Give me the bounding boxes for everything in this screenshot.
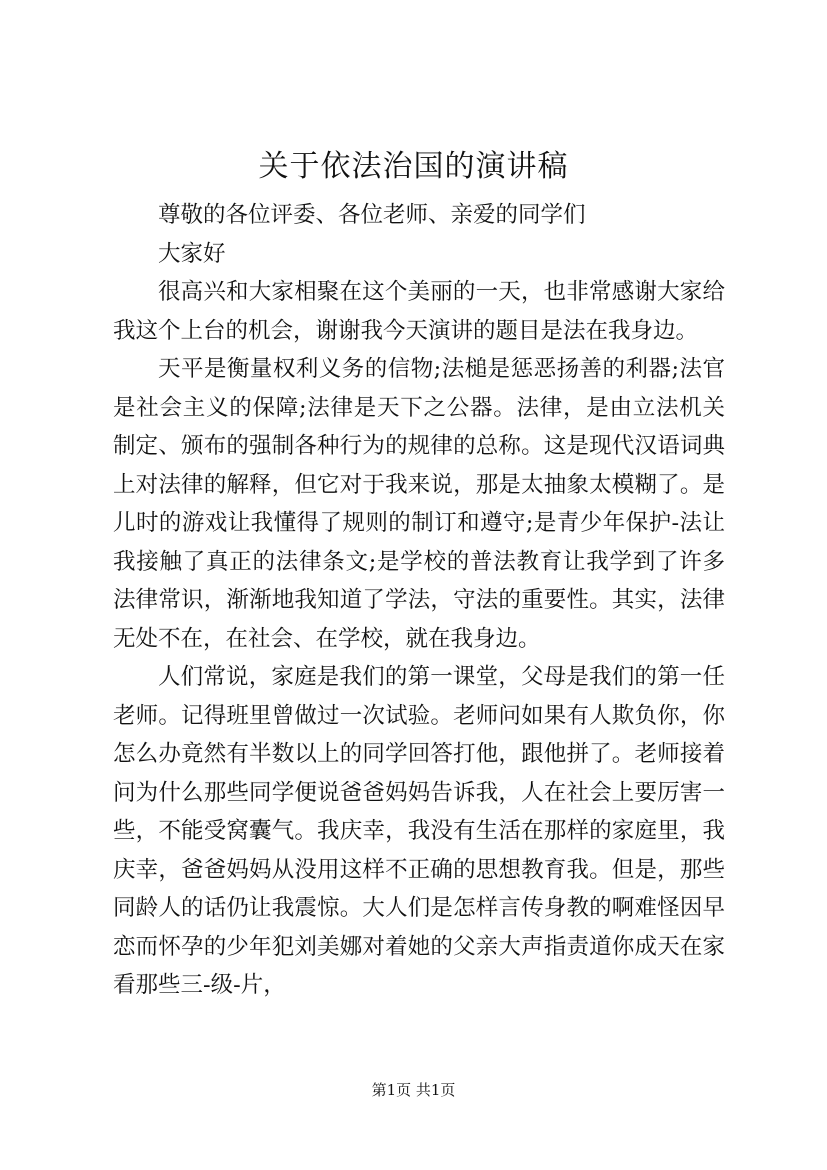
greeting-paragraph: 大家好 xyxy=(158,240,226,267)
salutation-paragraph: 尊敬的各位评委、各位老师、亲爱的同学们 xyxy=(158,202,586,228)
page-footer: 第1页 共1页 xyxy=(371,1081,456,1099)
body-paragraph: 人们常说，家庭是我们的第一课堂，父母是我们的第一任老师。记得班里曾做过一次试验。老师问如果有人欺负你，你怎么办竟然有半数以上的同学回答打他，跟他拼了。老师接着问为什么那些同学便说爸爸妈妈告诉我，人在社会上要厉害一些，不能受窝囊气。我庆幸，我没有生活在那样的家庭里，我庆幸，爸爸妈妈从没用这样不正确的思想教育我。但是，那些同龄人的话仍让我震惊。大人们是怎样言传身教的啊难怪因早恋而怀孕的少年犯刘美娜对着她的父亲大声指责道你成天在家看那些三-级-片， xyxy=(113,664,725,998)
body-paragraph: 很高兴和大家相聚在这个美丽的一天，也非常感谢大家给我这个上台的机会，谢谢我今天演讲的题目是法在我身边。 xyxy=(113,279,725,344)
document-title: 关于依法治国的演讲稿 xyxy=(258,149,569,184)
document-body xyxy=(113,196,725,1005)
body-paragraph: 天平是衡量权利义务的信物;法槌是惩恶扬善的利器;法官是社会主义的保障;法律是天下之公器。法律，是由立法机关制定、颁布的强制各种行为的规律的总称。这是现代汉语词典上对法律的解释，但它对于我来说，那是太抽象太模糊了。是儿时的游戏让我懂得了规则的制订和遵守;是青少年保护-法让我接触了真正的法律条文;是学校的普法教育让我学到了许多法律常识，渐渐地我知道了学法，守法的重要性。其实，法律无处不在，在社会、在学校，就在我身边。 xyxy=(113,356,725,652)
